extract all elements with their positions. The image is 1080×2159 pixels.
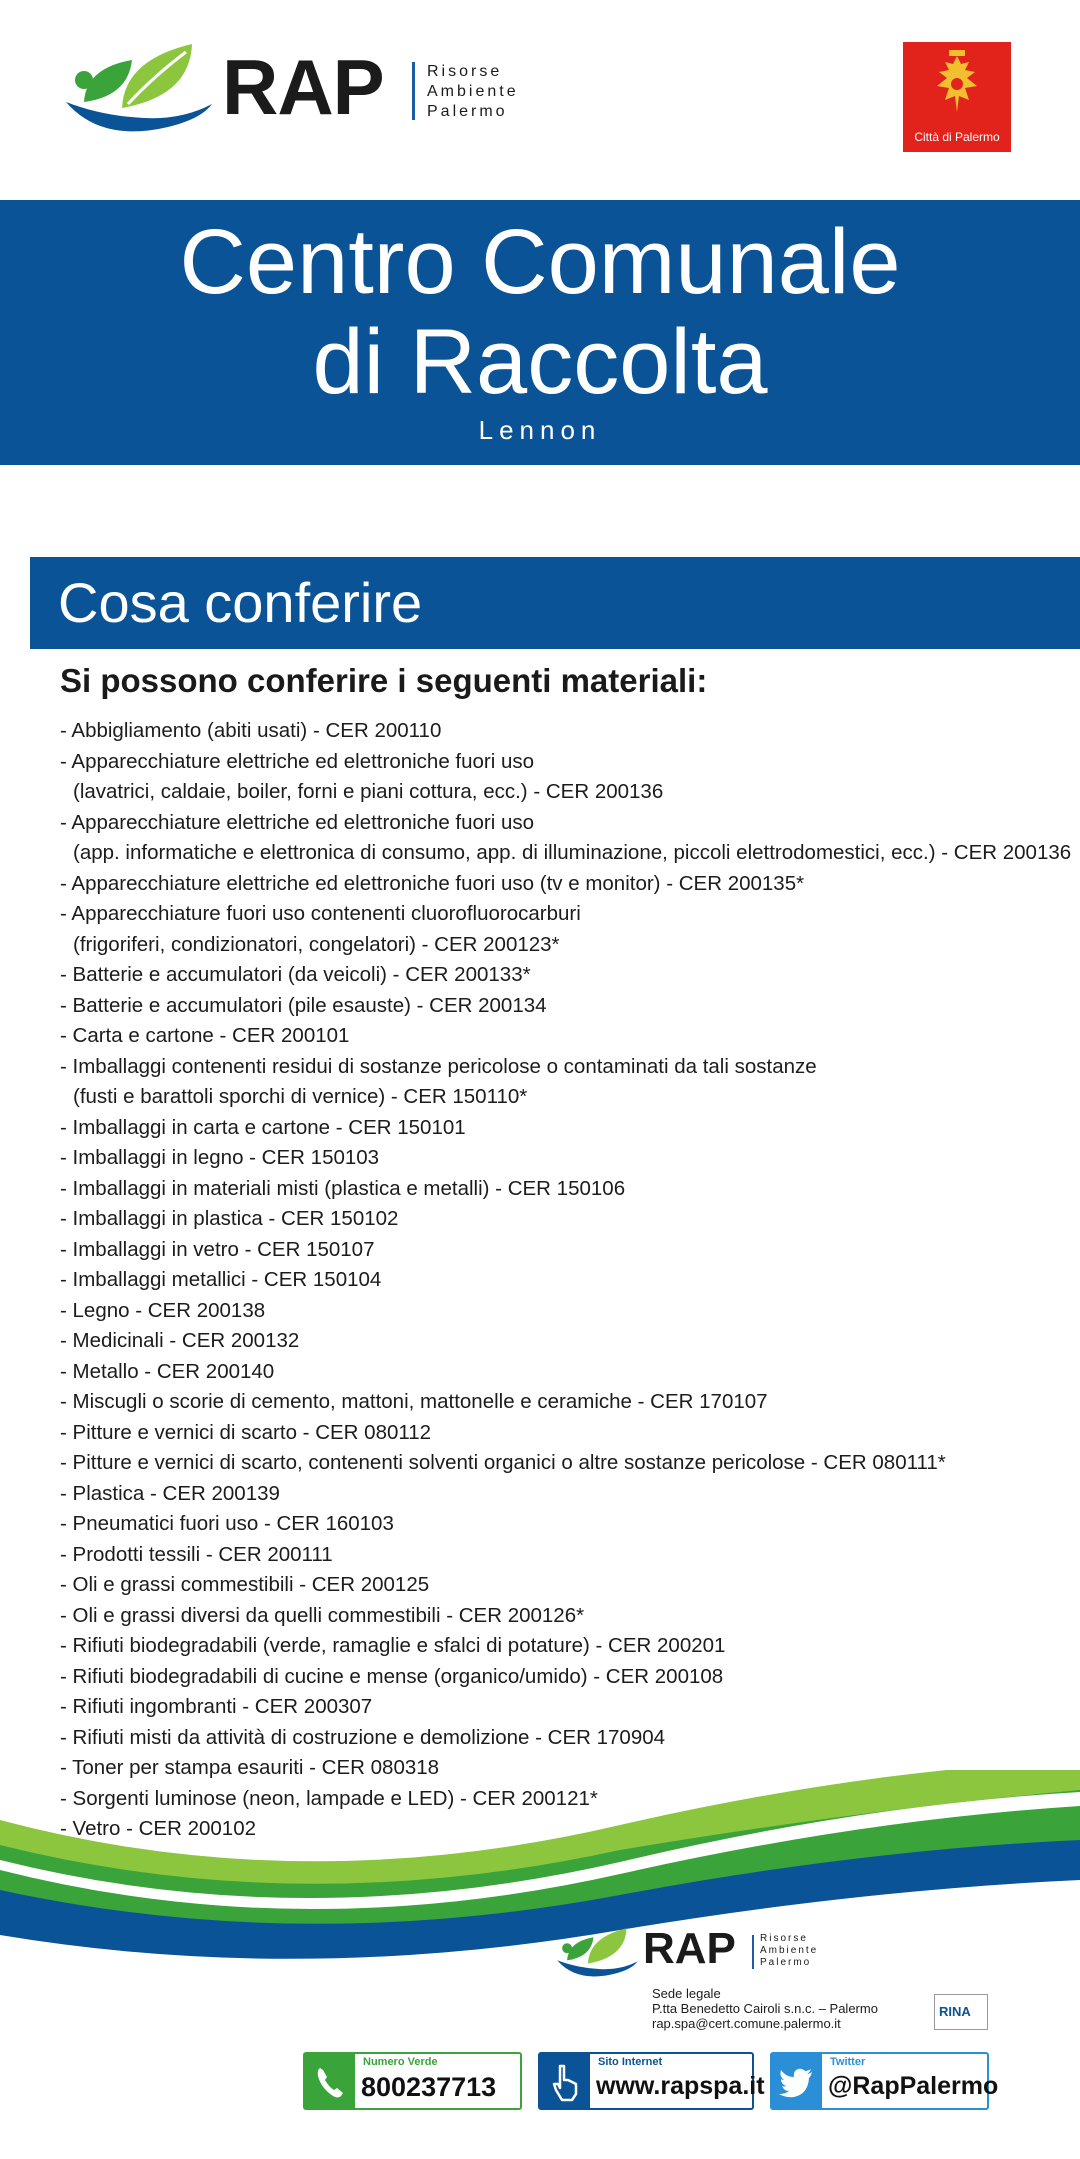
material-item-text: - Imballaggi in vetro - CER 150107	[60, 1237, 375, 1261]
rap-subtitle-line: Ambiente	[427, 83, 519, 100]
material-item	[60, 1021, 1070, 1052]
phone-number[interactable]: 800237713	[361, 2072, 497, 2102]
material-item-text: - Apparecchiature elettriche ed elettroniche fuori uso (tv e monitor) - CER 200135*	[60, 871, 805, 895]
material-item-text: - Imballaggi in plastica - CER 150102	[60, 1207, 399, 1230]
footer-rap-divider	[752, 1935, 754, 1969]
material-item	[60, 899, 1070, 960]
leaf-hand-icon	[62, 40, 222, 152]
material-item-text: - Pitture e vernici di scarto, contenenti solventi organici o altre sostanze pericolose - CER 080111*	[60, 1451, 946, 1474]
address-pec[interactable]: rap.spa@cert.comune.palermo.it	[652, 2016, 841, 2031]
material-item-text: - Medicinali - CER 200132	[60, 1329, 300, 1352]
material-item-detail: (lavatrici, caldaie, boiler, forni e piani cottura, ecc.) - CER 200136	[73, 780, 664, 803]
city-logo-label: Città di Palermo	[914, 130, 1000, 144]
website-label: Sito Internet	[598, 2056, 663, 2068]
rap-logo	[62, 40, 562, 152]
material-item	[60, 1448, 1070, 1479]
footer-rap-subtitle-line: Palermo	[760, 1957, 812, 1968]
material-item	[60, 1326, 1070, 1357]
material-item	[60, 1570, 1070, 1601]
website-box[interactable]	[538, 2052, 765, 2110]
material-item	[60, 1387, 1070, 1418]
rap-subtitle-line: Palermo	[427, 103, 508, 120]
material-item-text: - Pneumatici fuori uso - CER 160103	[60, 1512, 394, 1535]
material-item-text: - Prodotti tessili - CER 200111	[60, 1542, 333, 1566]
material-item-text: - Imballaggi in materiali misti (plastica e metalli) - CER 150106	[60, 1176, 626, 1200]
twitter-box[interactable]	[770, 2052, 999, 2110]
rap-wordmark: RAP	[222, 43, 384, 131]
rap-divider	[412, 62, 415, 120]
material-item-text: - Pitture e vernici di scarto - CER 080112	[60, 1420, 432, 1444]
section-heading: Cosa conferire	[58, 571, 423, 634]
material-item-detail: (fusti e barattoli sporchi di vernice) - CER 150110*	[73, 1085, 528, 1108]
material-item	[60, 747, 1070, 808]
material-item	[60, 1143, 1070, 1174]
material-item-text: - Miscugli o scorie di cemento, mattoni, mattonelle e ceramiche - CER 170107	[60, 1390, 768, 1413]
footer-rap-subtitle	[760, 1933, 818, 1969]
material-item-text: - Batterie e accumulatori (pile esauste) - CER 200134	[60, 993, 547, 1017]
material-item-text: - Apparecchiature fuori uso contenenti cluorofluorocarburi	[60, 902, 581, 925]
title-line-1: Centro Comunale	[179, 211, 901, 313]
intro-text: Si possono conferire i seguenti materiali:	[60, 662, 708, 699]
material-item-text: - Toner per stampa esauriti - CER 080318	[60, 1756, 440, 1779]
material-item-detail: (app. informatiche e elettronica di consumo, app. di illuminazione, piccoli elettrodomestici, ecc.) - CER 200136	[73, 841, 1072, 864]
material-item-text: - Apparecchiature elettriche ed elettroniche fuori uso	[60, 810, 535, 834]
material-item	[60, 1296, 1070, 1327]
material-item-text: - Rifiuti misti da attività di costruzione e demolizione - CER 170904	[60, 1725, 666, 1749]
title-subtitle: Lennon	[478, 415, 602, 445]
material-item-text: - Rifiuti ingombranti - CER 200307	[60, 1695, 373, 1718]
material-item-text: - Abbigliamento (abiti usati) - CER 200110	[60, 719, 442, 742]
material-item-text: - Imballaggi in legno - CER 150103	[60, 1146, 380, 1169]
rap-subtitle	[427, 62, 519, 122]
address-title: Sede legale	[652, 1986, 721, 2001]
material-item	[60, 1692, 1070, 1723]
title-line-2: di Raccolta	[312, 311, 768, 413]
certification-badge-label: RINA	[939, 2004, 971, 2019]
material-item	[60, 1357, 1070, 1388]
material-item	[60, 1265, 1070, 1296]
material-item-text: - Oli e grassi commestibili - CER 200125	[60, 1573, 430, 1596]
material-item	[60, 1540, 1070, 1571]
material-item	[60, 1509, 1070, 1540]
footer-rap-subtitle-line: Ambiente	[760, 1945, 819, 1956]
material-item-text: - Plastica - CER 200139	[60, 1481, 280, 1505]
material-item	[60, 1174, 1070, 1205]
material-item-detail: (frigoriferi, condizionatori, congelatori) - CER 200123*	[73, 932, 560, 956]
material-item	[60, 1723, 1070, 1754]
leaf-hand-icon	[555, 1925, 643, 1989]
material-item-text: - Imballaggi contenenti residui di sostanze pericolose o contaminati da tali sostanze	[60, 1054, 817, 1078]
phone-label: Numero Verde	[363, 2056, 438, 2068]
material-item-text: - Vetro - CER 200102	[60, 1817, 256, 1840]
material-item-text: - Batterie e accumulatori (da veicoli) - CER 200133*	[60, 963, 531, 986]
material-item	[60, 716, 1070, 747]
footer-rap-subtitle-line: Risorse	[760, 1933, 808, 1944]
material-item	[60, 960, 1070, 991]
material-item-text: - Apparecchiature elettriche ed elettroniche fuori uso	[60, 749, 535, 773]
material-item	[60, 1662, 1070, 1693]
material-item	[60, 1631, 1070, 1662]
material-item-text: - Imballaggi metallici - CER 150104	[60, 1268, 382, 1291]
material-item	[60, 1113, 1070, 1144]
material-item	[60, 1601, 1070, 1632]
material-item-text: - Rifiuti biodegradabili (verde, ramaglie e sfalci di potature) - CER 200201	[60, 1634, 726, 1657]
twitter-bird-icon	[772, 2054, 822, 2108]
material-item	[60, 1204, 1070, 1235]
material-item	[60, 808, 1070, 869]
rap-subtitle-line: Risorse	[427, 63, 503, 80]
material-item	[60, 1052, 1070, 1113]
footer-rap-wordmark: RAP	[643, 1924, 736, 1973]
title-banner	[0, 200, 1080, 465]
certification-badge	[934, 1994, 988, 2030]
section-header	[30, 557, 1080, 649]
website-url[interactable]: www.rapspa.it	[596, 2072, 765, 2100]
decorative-wave	[0, 1770, 1080, 1973]
material-item-text: - Rifiuti biodegradabili di cucine e mense (organico/umido) - CER 200108	[60, 1664, 724, 1688]
materials-list	[60, 716, 1070, 1845]
footer-address	[652, 1986, 878, 2031]
material-item-text: - Oli e grassi diversi da quelli commestibili - CER 200126*	[60, 1603, 585, 1627]
material-item	[60, 869, 1070, 900]
material-item-text: - Legno - CER 200138	[60, 1298, 266, 1322]
material-item-text: - Metallo - CER 200140	[60, 1359, 275, 1383]
material-item	[60, 1235, 1070, 1266]
pointer-hand-icon	[540, 2054, 590, 2108]
material-item	[60, 991, 1070, 1022]
eagle-crest-icon	[903, 42, 1011, 128]
material-item-text: - Imballaggi in carta e cartone - CER 150101	[60, 1115, 466, 1139]
twitter-label: Twitter	[830, 2056, 866, 2068]
material-item-text: - Sorgenti luminose (neon, lampade e LED) - CER 200121*	[60, 1786, 598, 1810]
toll-free-number-box[interactable]	[303, 2052, 522, 2110]
address-street: P.tta Benedetto Cairoli s.n.c. – Palermo	[652, 2001, 878, 2016]
material-item-text: - Carta e cartone - CER 200101	[60, 1024, 350, 1047]
city-of-palermo-logo	[903, 42, 1011, 152]
phone-icon	[305, 2054, 355, 2108]
twitter-handle[interactable]: @RapPalermo	[828, 2072, 999, 2100]
material-item	[60, 1418, 1070, 1449]
material-item	[60, 1479, 1070, 1510]
